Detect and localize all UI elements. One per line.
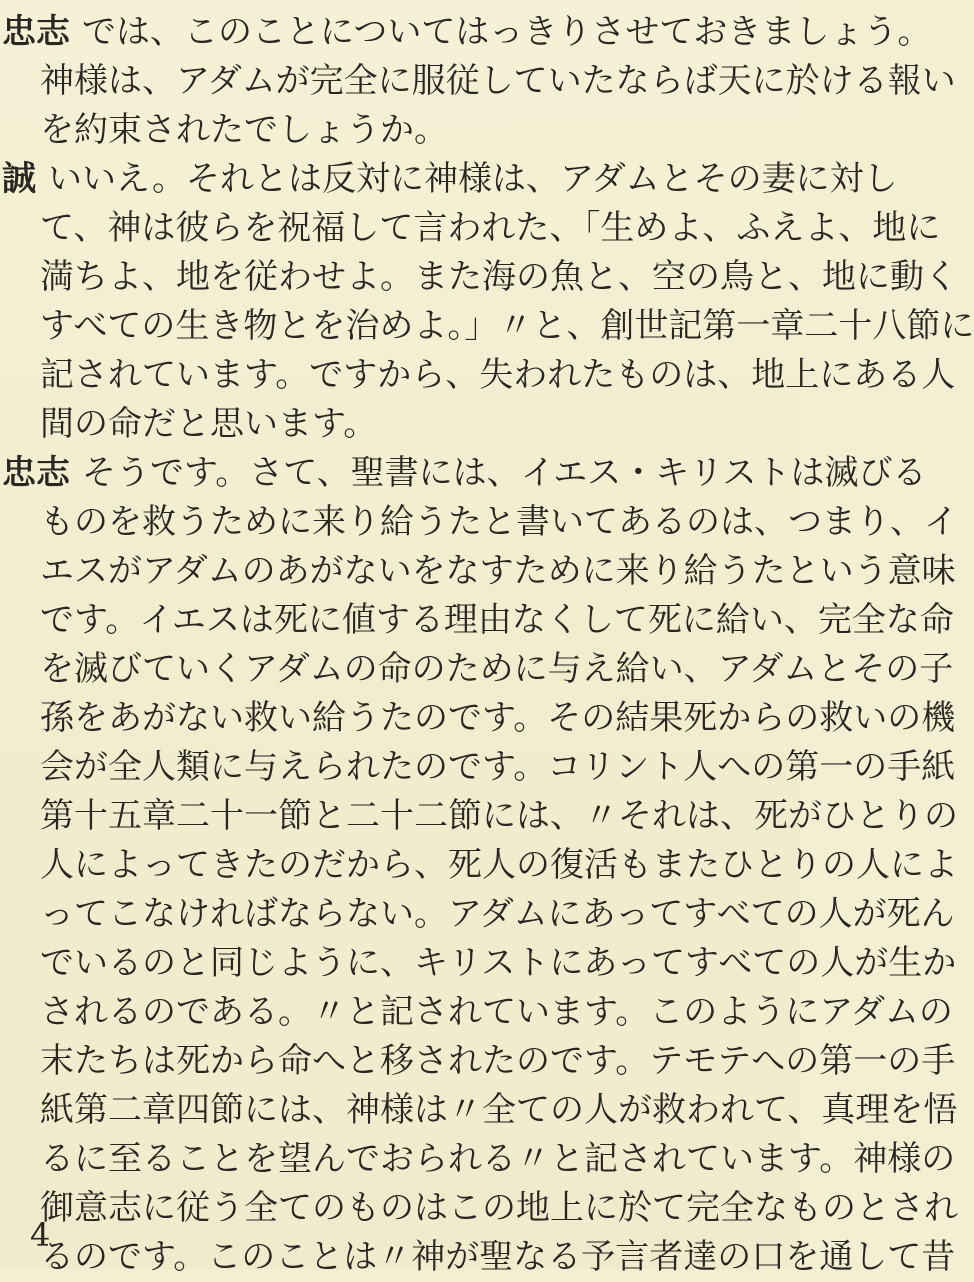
dialogue-text-line: 記されています。ですから、失われたものは、地上にある人 [40, 355, 956, 395]
dialogue-text [0, 8, 974, 1282]
dialogue-line [0, 449, 927, 498]
dialogue-text-line: 神様は、アダムが完全に服従していたならば天に於ける報い [40, 61, 956, 101]
dialogue-text-line: るに至ることを望んでおられる〃と記されています。神様の [40, 1139, 956, 1179]
dialogue-text-line: 紙第二章四節には、神様は〃全ての人が救われて、真理を悟 [40, 1090, 958, 1130]
dialogue-line [0, 988, 953, 1037]
dialogue-text-line: すべての生き物とを治めよ。」〃と、創世記第一章二十八節に [40, 306, 974, 346]
dialogue-text-line: 第十五章二十一節と二十二節には、〃それは、死がひとりの [40, 796, 958, 836]
dialogue-text-line: そうです。さて、聖書には、イエス・キリストは滅びる [82, 453, 927, 493]
dialogue-text-line: されるのである。〃と記されています。このようにアダムの [40, 992, 953, 1032]
dialogue-line [0, 57, 956, 106]
dialogue-line [0, 204, 941, 253]
dialogue-text-line: を約束されたでしょうか。 [40, 110, 448, 150]
dialogue-text-line: 人によってきたのだから、死人の復活もまたひとりの人によ [40, 845, 958, 885]
dialogue-line [0, 645, 954, 694]
speaker-name: 忠志 [2, 12, 70, 52]
speaker-name: 誠 [2, 159, 36, 199]
dialogue-line [0, 253, 958, 302]
dialogue-line [0, 743, 956, 792]
dialogue-line [0, 841, 958, 890]
dialogue-text-line: 間の命だと思います。 [40, 404, 378, 444]
dialogue-text-line: 孫をあがない救い給うたのです。その結果死からの救いの機 [40, 698, 956, 738]
speaker-name: 忠志 [2, 453, 70, 493]
dialogue-line [0, 694, 956, 743]
dialogue-text-line: 御意志に従う全てのものはこの地上に於て完全なものとされ [40, 1188, 958, 1228]
dialogue-text-line: いいえ。それとは反対に神様は、アダムとその妻に対し [48, 159, 898, 199]
dialogue-text-line: るのです。このことは〃神が聖なる予言者達の口を通して昔 [40, 1237, 956, 1277]
dialogue-line [0, 890, 955, 939]
dialogue-text-line: です。イエスは死に値する理由なくして死に給い、完全な命 [40, 600, 954, 640]
dialogue-line [0, 498, 958, 547]
dialogue-text-line: ものを救うために来り給うたと書いてあるのは、つまり、イ [40, 502, 958, 542]
dialogue-line [0, 302, 974, 351]
dialogue-text-line: 会が全人類に与えられたのです。コリント人への第一の手紙 [40, 747, 956, 787]
dialogue-line [0, 1184, 958, 1233]
dialogue-line [0, 155, 898, 204]
dialogue-text-line: エスがアダムのあがないをなすために来り給うたという意味 [40, 551, 956, 591]
dialogue-line [0, 939, 957, 988]
dialogue-line [0, 400, 800, 449]
dialogue-text-line: て、神は彼らを祝福して言われた、「生めよ、ふえよ、地に [40, 208, 941, 248]
page-number: 4 [30, 1216, 51, 1254]
dialogue-line [0, 1086, 958, 1135]
dialogue-text-line: ってこなければならない。アダムにあってすべての人が死ん [40, 894, 955, 934]
dialogue-text-line: を滅びていくアダムの命のために与え給い、アダムとその子 [40, 649, 954, 689]
dialogue-line [0, 106, 800, 155]
dialogue-line [0, 1037, 956, 1086]
dialogue-line [0, 8, 932, 57]
dialogue-text-line: 満ちよ、地を従わせよ。また海の魚と、空の鳥と、地に動く [40, 257, 958, 297]
dialogue-line [0, 792, 958, 841]
dialogue-text-line: 末たちは死から命へと移されたのです。テモテへの第一の手 [40, 1041, 956, 1081]
dialogue-line [0, 596, 954, 645]
dialogue-line [0, 351, 956, 400]
dialogue-text-line: では、このことについてはっきりさせておきましょう。 [82, 12, 932, 52]
dialogue-text-line: でいるのと同じように、キリストにあってすべての人が生か [40, 943, 957, 983]
dialogue-line [0, 1233, 956, 1282]
dialogue-line [0, 1135, 956, 1184]
dialogue-line [0, 547, 956, 596]
